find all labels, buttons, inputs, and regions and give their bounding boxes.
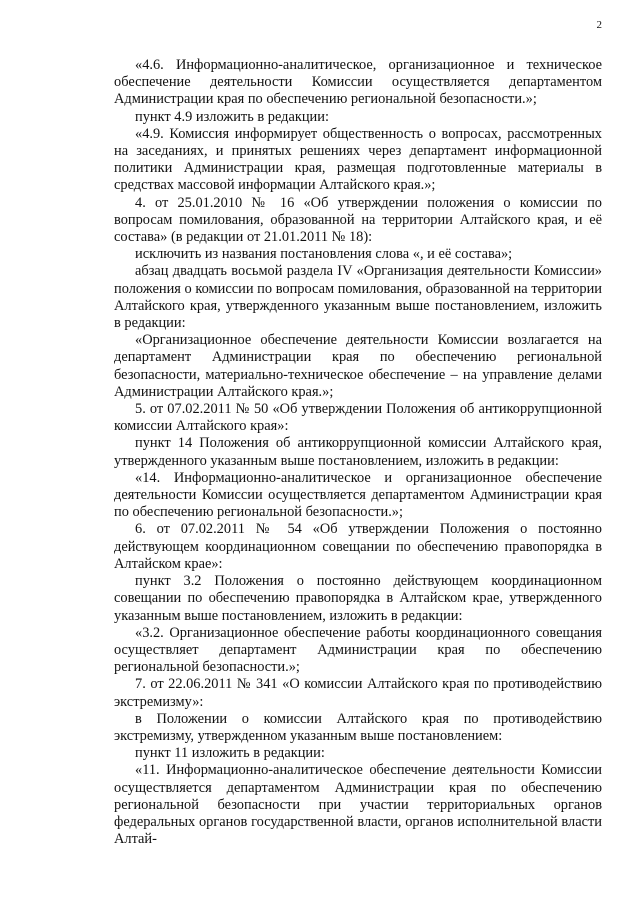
paragraph: «4.6. Информационно-аналитическое, организационное и техническое обеспечение деятельности Комиссии осуществляется департаментом Администрации края по обеспечению региональной безопасности.»;	[114, 57, 602, 108]
paragraph: пункт 14 Положения об антикоррупционной комиссии Алтайского края, утвержденного указанным выше постановлением, изложить в редакции:	[114, 435, 602, 469]
paragraph: абзац двадцать восьмой раздела IV «Организация деятельности Комиссии» положения о комиссии по вопросам помилования, образованной на территории Алтайского края, утвержденного указанным выше постановлением, изложить в редакции:	[114, 263, 602, 332]
paragraph: 7. от 22.06.2011 № 341 «О комиссии Алтайского края по противодействию экстремизму»:	[114, 676, 602, 710]
paragraph: «14. Информационно-аналитическое и организационное обеспечение деятельности Комиссии осуществляется департаментом Администрации края по обеспечению региональной безопасности.»;	[114, 469, 602, 521]
paragraph: 4. от 25.01.2010 № 16 «Об утверждении положения о комиссии по вопросам помилования, образованной на территории Алтайского края, и её состава» (в редакции от 21.01.2011 № 18):	[114, 194, 602, 246]
paragraph: 6. от 07.02.2011 № 54 «Об утверждении Положения о постоянно действующем координационном совещании по обеспечению правопорядка в Алтайском крае»:	[114, 521, 602, 572]
paragraph: «3.2. Организационное обеспечение работы координационного совещания осуществляет департамент Администрации края по обеспечению региональной безопасности.»;	[114, 624, 602, 676]
paragraph: «Организационное обеспечение деятельности Комиссии возлагается на департамент Администрации края по обеспечению региональной безопасности, материально-техническое обеспечение – на управление делами Администрации Алтайского края.»;	[114, 332, 602, 400]
paragraph: пункт 4.9 изложить в редакции:	[135, 108, 329, 125]
paragraph: пункт 11 изложить в редакции:	[135, 745, 325, 762]
paragraph: исключить из названия постановления слова «, и её состава»;	[135, 246, 513, 263]
page-number: 2	[596, 19, 602, 31]
paragraph: пункт 3.2 Положения о постоянно действующем координационном совещании по обеспечению правопорядка в Алтайском крае, утвержденного указанным выше постановлением, изложить в редакции:	[114, 573, 602, 624]
paragraph: «4.9. Комиссия информирует общественность о вопросах, рассмотренных на заседаниях, и принятых решениях через департамент информационной политики Администрации края, размещая подготовленные материалы в средствах массовой информации Алтайского края.»;	[114, 125, 602, 194]
paragraph: «11. Информационно-аналитическое обеспечение деятельности Комиссии осуществляется департаментом Администрации края по обеспечению региональной безопасности при участии территориальных органов федеральных органов государственной власти, органов исполнительной власти Алтай-	[114, 762, 602, 848]
document-body	[114, 57, 602, 848]
paragraph: 5. от 07.02.2011 № 50 «Об утверждении Положения об антикоррупционной комиссии Алтайского края»:	[114, 401, 602, 435]
paragraph: в Положении о комиссии Алтайского края по противодействию экстремизму, утвержденном указанным выше постановлением:	[114, 710, 602, 744]
